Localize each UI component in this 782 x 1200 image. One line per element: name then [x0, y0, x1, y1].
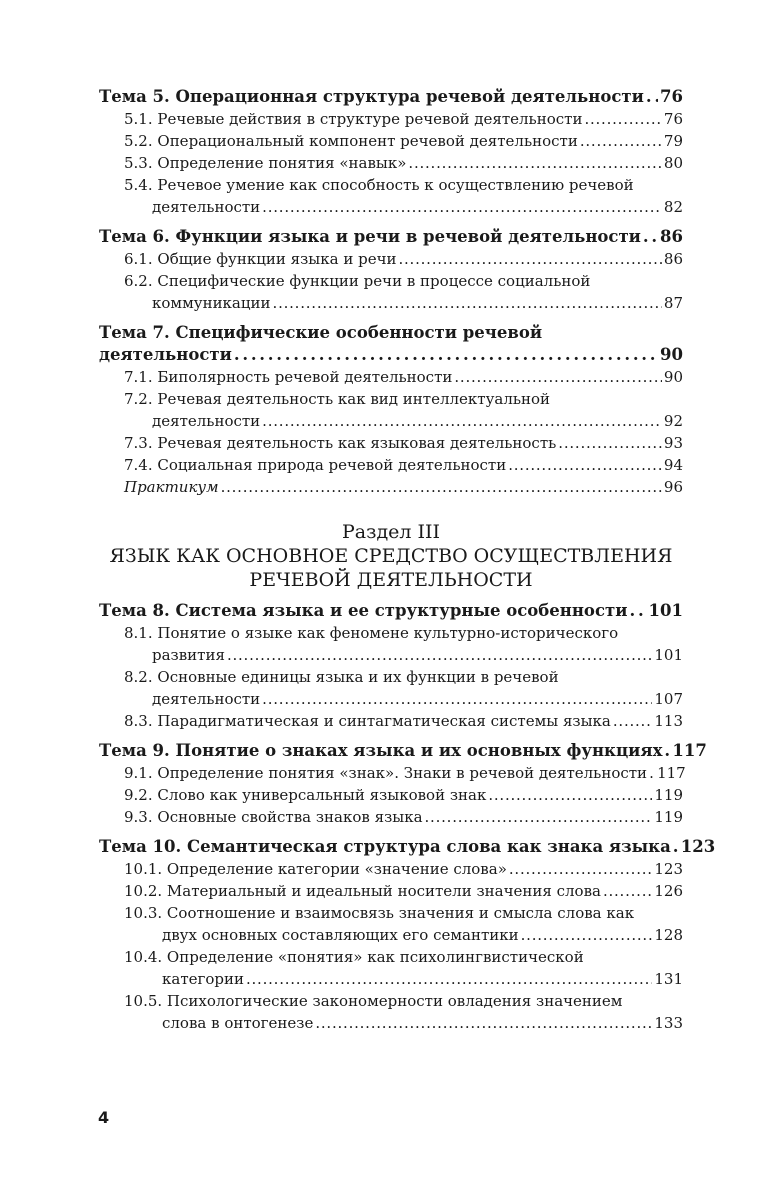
toc-entry-7-2	[99, 410, 683, 432]
toc-page: 113	[654, 712, 683, 730]
leader-dots	[234, 344, 658, 366]
leader-dots	[227, 644, 652, 666]
toc-entry-8-1-line1: 8.1. Понятие о языке как феномене культурно-исторического	[124, 624, 619, 642]
toc-entry-5-3	[99, 152, 683, 174]
leader-dots	[558, 432, 662, 454]
toc-title: коммуникации	[152, 294, 271, 312]
toc-page: 94	[663, 456, 683, 474]
leader-dots	[398, 248, 661, 270]
toc-page: 80	[663, 154, 683, 172]
toc-page: 123	[680, 837, 716, 856]
toc-title: 10.2. Материальный и идеальный носители значения слова	[124, 882, 601, 900]
toc-title: 7.1. Биполярность речевой деятельности	[124, 368, 453, 386]
leader-dots	[664, 740, 670, 762]
toc-entry-7-4	[99, 454, 683, 476]
toc-entry-5-1	[99, 108, 683, 130]
leader-dots	[262, 688, 652, 710]
toc-page: 79	[663, 132, 683, 150]
toc-page: 90	[660, 345, 683, 364]
toc-topic-5	[99, 86, 683, 108]
toc-title: 6.1. Общие функции языка и речи	[124, 250, 397, 268]
leader-dots	[649, 762, 655, 784]
leader-dots	[521, 924, 653, 946]
toc-page: 86	[660, 227, 683, 246]
toc-page: 101	[648, 601, 683, 620]
toc-page: 133	[654, 1014, 683, 1032]
toc-entry-9-1	[99, 762, 686, 784]
toc-entry-8-1	[99, 644, 683, 666]
toc-entry-10-5-line1: 10.5. Психологические закономерности овладения значением	[124, 992, 623, 1010]
toc-entry-10-2	[99, 880, 683, 902]
toc-page: 123	[654, 860, 683, 878]
toc-topic-6	[99, 226, 683, 248]
toc-page: 92	[663, 412, 683, 430]
toc-page: 82	[663, 198, 683, 216]
toc-title: Тема 10. Семантическая структура слова как знака языка	[99, 837, 671, 856]
toc-entry-8-3	[99, 710, 683, 732]
toc-title: Тема 5. Операционная структура речевой деятельности	[99, 87, 644, 106]
toc-title: развития	[152, 646, 225, 664]
toc-topic-7-line1: Тема 7. Специфические особенности речевой	[99, 323, 543, 342]
toc-page: 96	[663, 478, 683, 496]
toc-entry-5-4-line1: 5.4. Речевое умение как способность к осуществлению речевой	[124, 176, 634, 194]
toc-entry-practicum	[99, 476, 683, 498]
toc-title: Практикум	[124, 478, 219, 496]
toc-title: Тема 6. Функции языка и речи в речевой деятельности	[99, 227, 641, 246]
leader-dots	[315, 1012, 652, 1034]
toc-entry-7-2-line1: 7.2. Речевая деятельность как вид интеллектуальной	[124, 390, 551, 408]
toc-title: 7.4. Социальная природа речевой деятельности	[124, 456, 507, 474]
toc-page: 119	[654, 786, 683, 804]
leader-dots	[646, 86, 658, 108]
toc-topic-10	[99, 836, 716, 858]
toc-title: деятельности	[152, 412, 261, 430]
leader-dots	[408, 152, 662, 174]
leader-dots	[425, 806, 653, 828]
toc-entry-10-1	[99, 858, 683, 880]
toc-title: категории	[162, 970, 244, 988]
leader-dots	[629, 600, 646, 622]
leader-dots	[273, 292, 662, 314]
toc-entry-9-2	[99, 784, 683, 806]
leader-dots	[673, 836, 679, 858]
toc-page: 93	[663, 434, 683, 452]
toc-title: 8.3. Парадигматическая и синтагматическая системы языка	[124, 712, 611, 730]
section-title-line1: ЯЗЫК КАК ОСНОВНОЕ СРЕДСТВО ОСУЩЕСТВЛЕНИЯ	[109, 545, 673, 567]
toc-title: 10.1. Определение категории «значение слова»	[124, 860, 507, 878]
toc-title: 9.1. Определение понятия «знак». Знаки в речевой деятельности	[124, 764, 648, 782]
leader-dots	[580, 130, 662, 152]
toc-entry-5-2	[99, 130, 683, 152]
toc-topic-8	[99, 600, 683, 622]
toc-page: 131	[654, 970, 683, 988]
toc-title: 9.2. Слово как универсальный языковой знак	[124, 786, 487, 804]
toc-page: 90	[663, 368, 683, 386]
toc-entry-9-3	[99, 806, 683, 828]
leader-dots	[262, 410, 662, 432]
toc-title: 5.1. Речевые действия в структуре речевой деятельности	[124, 110, 583, 128]
section-title-line2: РЕЧЕВОЙ ДЕЯТЕЛЬНОСТИ	[249, 569, 533, 591]
toc-title: 9.3. Основные свойства знаков языка	[124, 808, 423, 826]
toc-title: Тема 9. Понятие о знаках языка и их основных функциях	[99, 741, 663, 760]
toc-entry-6-2-line1: 6.2. Специфические функции речи в процессе социальной	[124, 272, 591, 290]
page-number: 4	[98, 1108, 110, 1127]
section-heading	[99, 520, 683, 592]
toc-page: 126	[654, 882, 683, 900]
toc-entry-10-4-line1: 10.4. Определение «понятия» как психолингвистической	[124, 948, 584, 966]
leader-dots	[509, 858, 652, 880]
toc-page: 117	[672, 741, 707, 760]
leader-dots	[454, 366, 662, 388]
toc-entry-7-3	[99, 432, 683, 454]
leader-dots	[643, 226, 658, 248]
leader-dots	[262, 196, 662, 218]
toc-topic-9	[99, 740, 707, 762]
leader-dots	[603, 880, 652, 902]
toc-title: 7.3. Речевая деятельность как языковая деятельность	[124, 434, 557, 452]
toc-title: 5.3. Определение понятия «навык»	[124, 154, 407, 172]
leader-dots	[613, 710, 652, 732]
toc-page: 119	[654, 808, 683, 826]
toc-title: слова в онтогенезе	[162, 1014, 314, 1032]
toc-entry-8-2	[99, 688, 683, 710]
leader-dots	[508, 454, 662, 476]
leader-dots	[221, 476, 662, 498]
toc-entry-5-4	[99, 196, 683, 218]
toc-title: деятельности	[99, 345, 232, 364]
toc-entry-8-2-line1: 8.2. Основные единицы языка и их функции в речевой	[124, 668, 559, 686]
table-of-contents	[99, 86, 716, 1034]
toc-page: 87	[663, 294, 683, 312]
toc-page: 117	[657, 764, 686, 782]
toc-page: 107	[654, 690, 683, 708]
leader-dots	[246, 968, 652, 990]
toc-page: 128	[654, 926, 683, 944]
toc-page: 86	[663, 250, 683, 268]
leader-dots	[584, 108, 661, 130]
toc-entry-10-3-line1: 10.3. Соотношение и взаимосвязь значения и смысла слова как	[124, 904, 635, 922]
toc-entry-6-1	[99, 248, 683, 270]
toc-title: 5.2. Операциональный компонент речевой деятельности	[124, 132, 578, 150]
toc-page: 76	[660, 87, 683, 106]
toc-page: 101	[654, 646, 683, 664]
toc-entry-10-3	[99, 924, 683, 946]
toc-title: двух основных составляющих его семантики	[162, 926, 519, 944]
toc-title: деятельности	[152, 198, 261, 216]
toc-entry-7-1	[99, 366, 683, 388]
leader-dots	[488, 784, 652, 806]
toc-entry-10-4	[99, 968, 683, 990]
toc-title: Тема 8. Система языка и ее структурные особенности	[99, 601, 628, 620]
toc-entry-6-2	[99, 292, 683, 314]
toc-title: деятельности	[152, 690, 261, 708]
toc-entry-10-5	[99, 1012, 683, 1034]
toc-topic-7	[99, 344, 683, 366]
section-label: Раздел III	[341, 521, 441, 543]
toc-page: 76	[663, 110, 683, 128]
